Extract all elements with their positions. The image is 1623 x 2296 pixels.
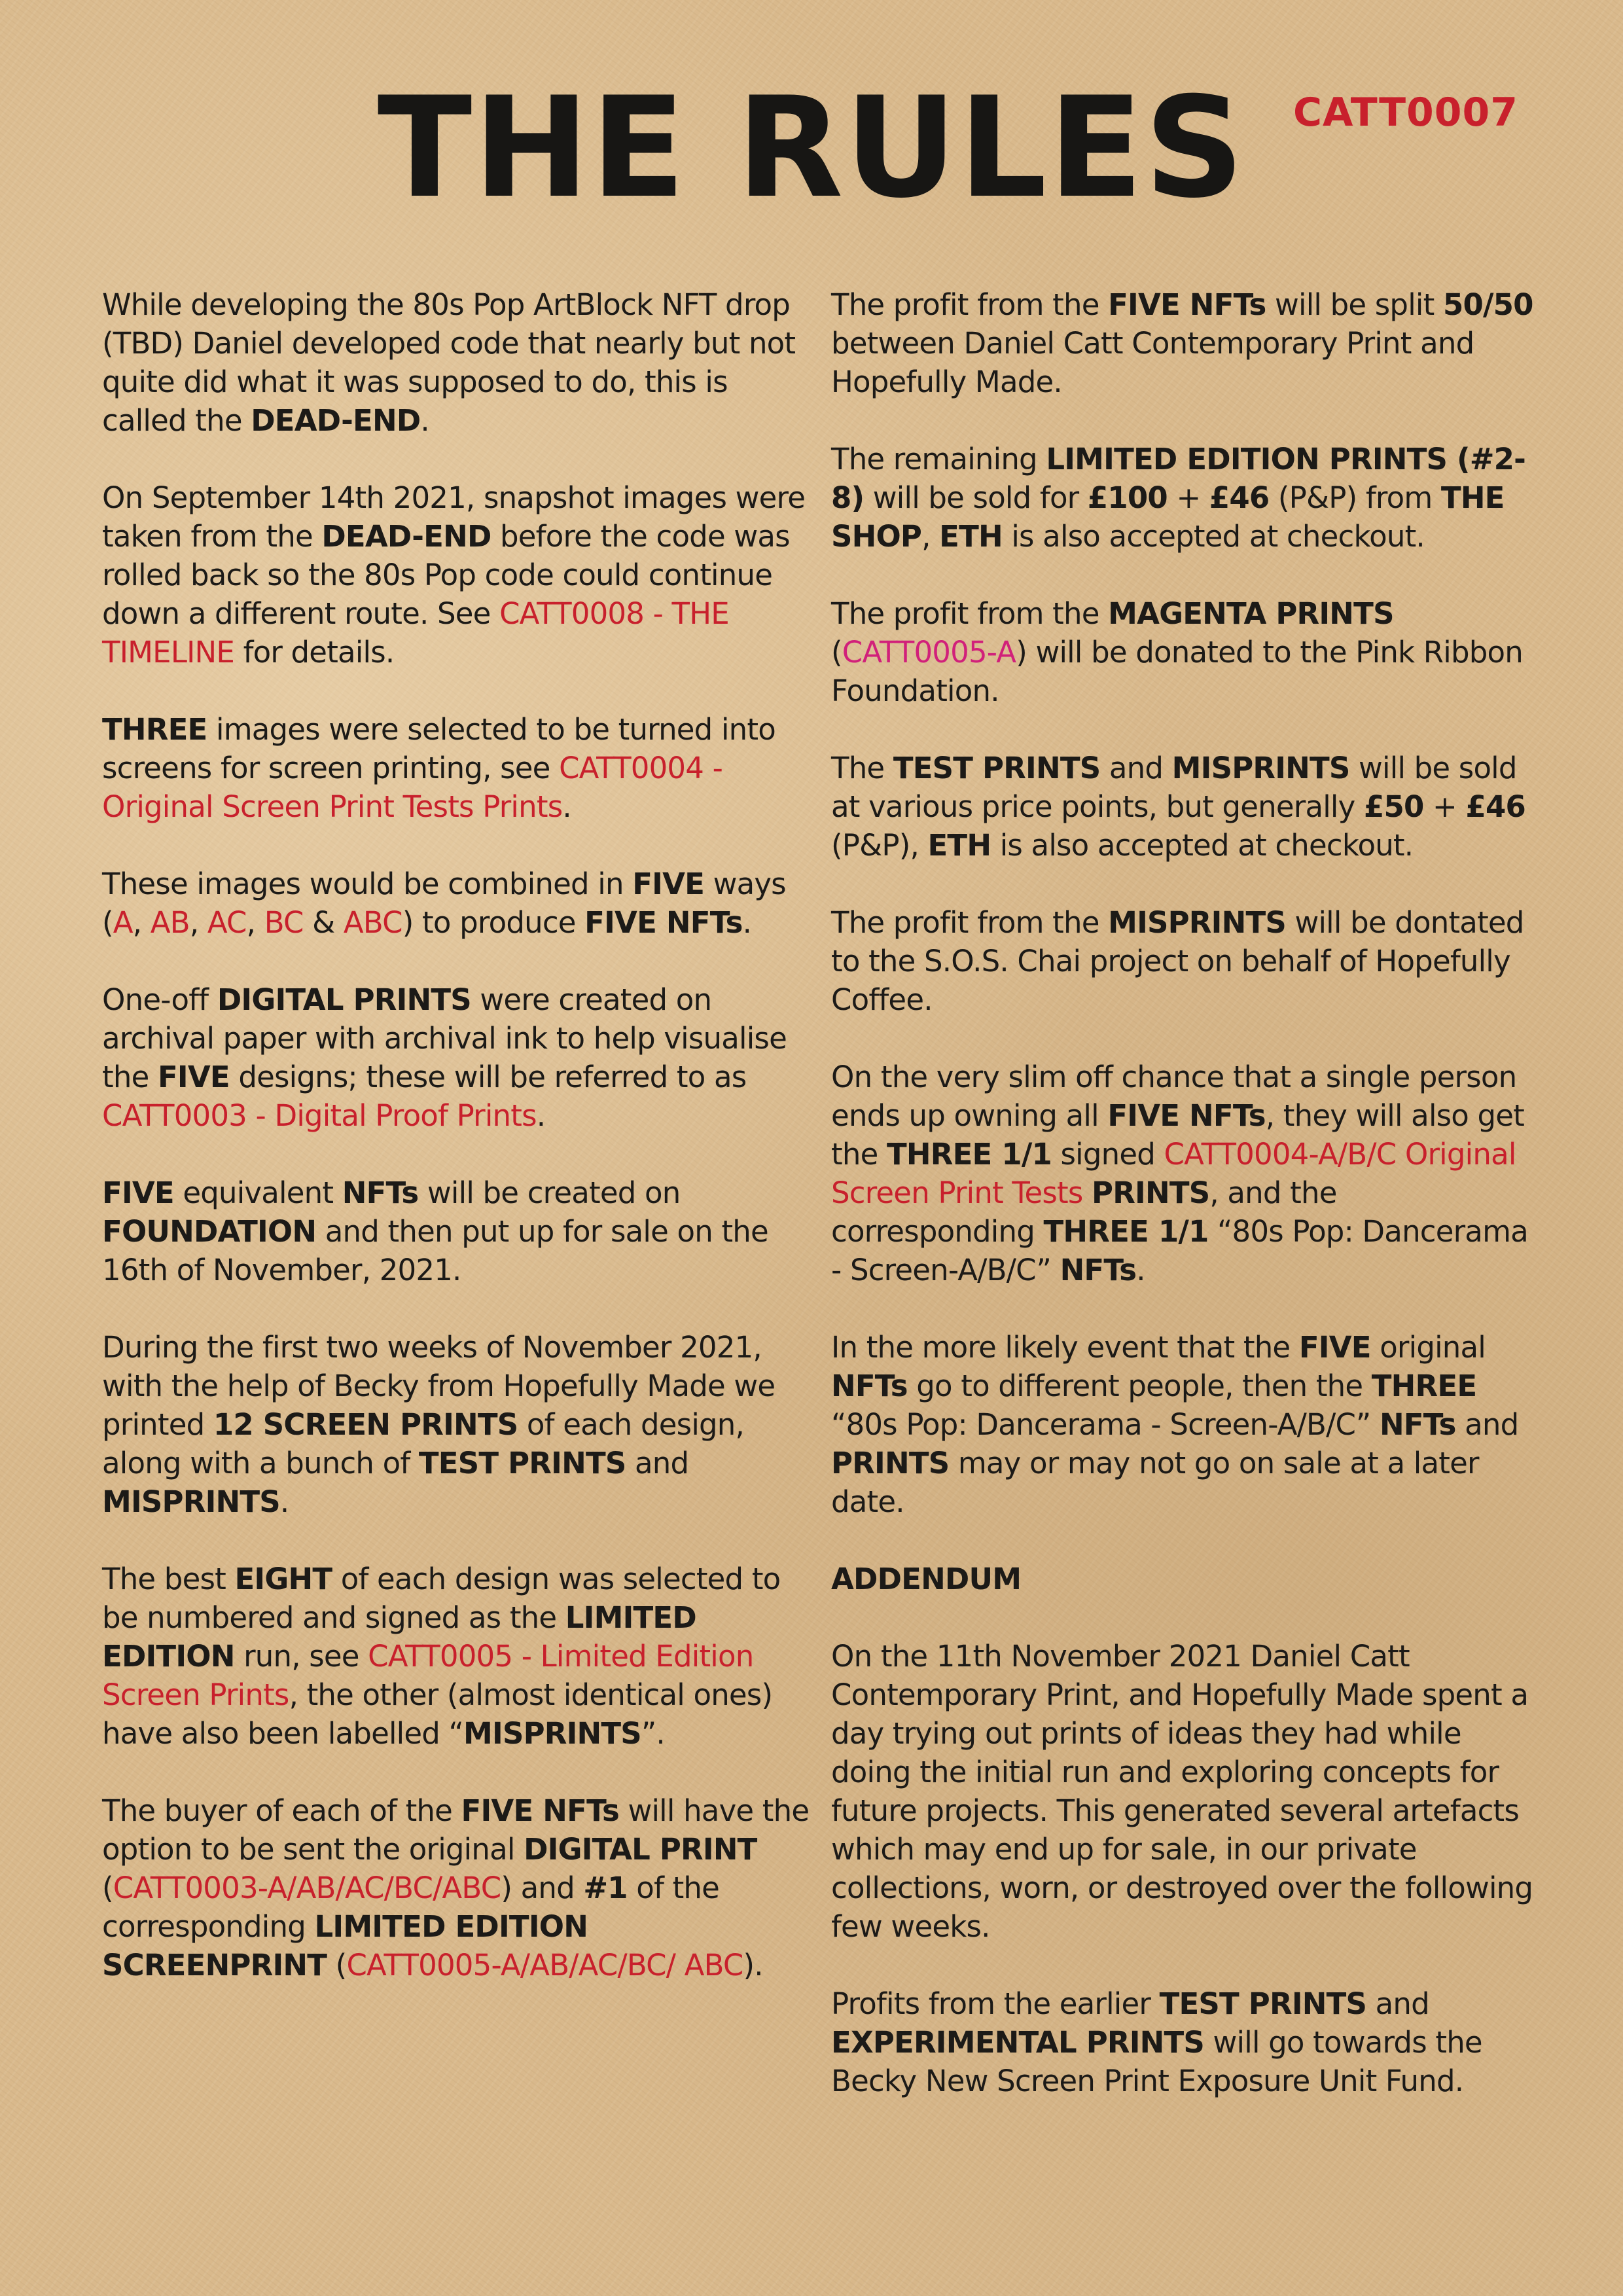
paragraph-digital-prints: One-off DIGITAL PRINTS were created on archival paper with archival ink to help visualise the FIVE designs; these will be referred to as CATT0003 - Digital Proof Prints. [102,982,787,1133]
paragraph-likely-event: In the more likely event that the FIVE original NFTs go to different people, then the THREE “80s Pop: Dancerama - Screen-A/B/C” NFTs and PRINTS may or may not go on sale at a later date. [831,1330,1519,1519]
link-catt0004[interactable]: CATT0004 - Original Screen Print Tests Prints [102,751,723,824]
paragraph-test-prints-pricing: The TEST PRINTS and MISPRINTS will be sold at various price points, but generally £50 + £46 (P&P), ETH is also accepted at checkout. [831,751,1525,863]
paragraph-slim-chance: On the very slim off chance that a single person ends up owning all FIVE NFTs, they will also get the THREE 1/1 signed CATT0004-A/B/C Original Screen Print Tests PRINTS, and the corresponding THREE 1/1 “80s Pop: Dancerama - Screen-A/B/C” NFTs. [831,1060,1528,1287]
left-column [102,285,815,1984]
paragraph-dead-end: While developing the 80s Pop ArtBlock NFT drop (TBD) Daniel developed code that nearly but not quite did what it was supposed to do, this is called the DEAD-END. [102,287,796,438]
paragraph-foundation: FIVE equivalent NFTs will be created on FOUNDATION and then put up for sale on the 16th of November, 2021. [102,1175,768,1287]
paragraph-misprints-profit: The profit from the MISPRINTS will be dontated to the S.O.S. Chai project on behalf of Hopefully Coffee. [831,905,1524,1017]
link-catt0005-variants[interactable]: CATT0005-A/AB/AC/BC/ ABC [346,1948,743,1982]
paragraph-snapshot: On September 14th 2021, snapshot images were taken from the DEAD-END before the code was rolled back so the 80s Pop code could continue down a different route. See CATT0008 - THE TIMELINE for details. [102,480,806,670]
paragraph-magenta-prints: The profit from the MAGENTA PRINTS (CATT0005-A) will be donated to the Pink Ribbon Foundation. [831,596,1523,708]
link-catt0003-variants[interactable]: CATT0003-A/AB/AC/BC/ABC [113,1871,501,1905]
link-design-ab[interactable]: AB [150,905,190,940]
link-design-ac[interactable]: AC [207,905,247,940]
link-design-abc[interactable]: ABC [343,905,402,940]
link-design-a[interactable]: A [113,905,133,940]
paragraph-limited-edition: The best EIGHT of each design was selected to be numbered and signed as the LIMITED EDITION run, see CATT0005 - Limited Edition Screen Prints, the other (almost identical ones) have also been labelled “MISPRINTS”. [102,1562,781,1751]
link-catt0005[interactable]: CATT0005 - Limited Edition Screen Prints [102,1639,754,1712]
link-design-bc[interactable]: BC [264,905,304,940]
paragraph-addendum: On the 11th November 2021 Daniel Catt Contemporary Print, and Hopefully Made spent a day trying out prints of ideas they had while doing the initial run and exploring concepts for future projects. This generated several artefacts which may end up for sale, in our private collections, worn, or destroyed over the following few weeks. [831,1639,1533,1944]
page-title: THE RULES [377,67,1246,228]
link-catt0003[interactable]: CATT0003 - Digital Proof Prints [102,1098,537,1133]
paragraph-five-ways: These images would be combined in FIVE ways (A, AB, AC, BC & ABC) to produce FIVE NFTs. [102,867,786,940]
link-catt0005-a[interactable]: CATT0005-A [842,635,1016,670]
paragraph-three-images: THREE images were selected to be turned into screens for screen printing, see CATT0004 - Original Screen Print Tests Prints. [102,712,776,824]
paragraph-profit-split: The profit from the FIVE NFTs will be split 50/50 between Daniel Catt Contemporary Print and Hopefully Made. [831,287,1533,399]
paragraph-exposure-fund: Profits from the earlier TEST PRINTS and EXPERIMENTAL PRINTS will go towards the Becky New Screen Print Exposure Unit Fund. [831,1986,1482,2098]
paragraph-screen-prints: During the first two weeks of November 2021, with the help of Becky from Hopefully Made we printed 12 SCREEN PRINTS of each design, along with a bunch of TEST PRINTS and MISPRINTS. [102,1330,776,1519]
addendum-heading: ADDENDUM [831,1562,1022,1596]
paragraph-remaining-prints: The remaining LIMITED EDITION PRINTS (#2-8) will be sold for £100 + £46 (P&P) from THE SHOP, ETH is also accepted at checkout. [831,442,1526,554]
right-column [831,285,1544,2100]
link-catt0004-abc[interactable]: CATT0004-A/B/C Original Screen Print Tests [831,1137,1516,1210]
link-catt0008[interactable]: CATT0008 - THE TIMELINE [102,596,729,670]
paragraph-buyer-option: The buyer of each of the FIVE NFTs will have the option to be sent the original DIGITAL PRINT (CATT0003-A/AB/AC/BC/ABC) and #1 of the corresponding LIMITED EDITION SCREENPRINT (CATT0005-A/AB/AC/BC/ ABC). [102,1793,810,1982]
catalogue-code: CATT0007 [1293,90,1519,135]
